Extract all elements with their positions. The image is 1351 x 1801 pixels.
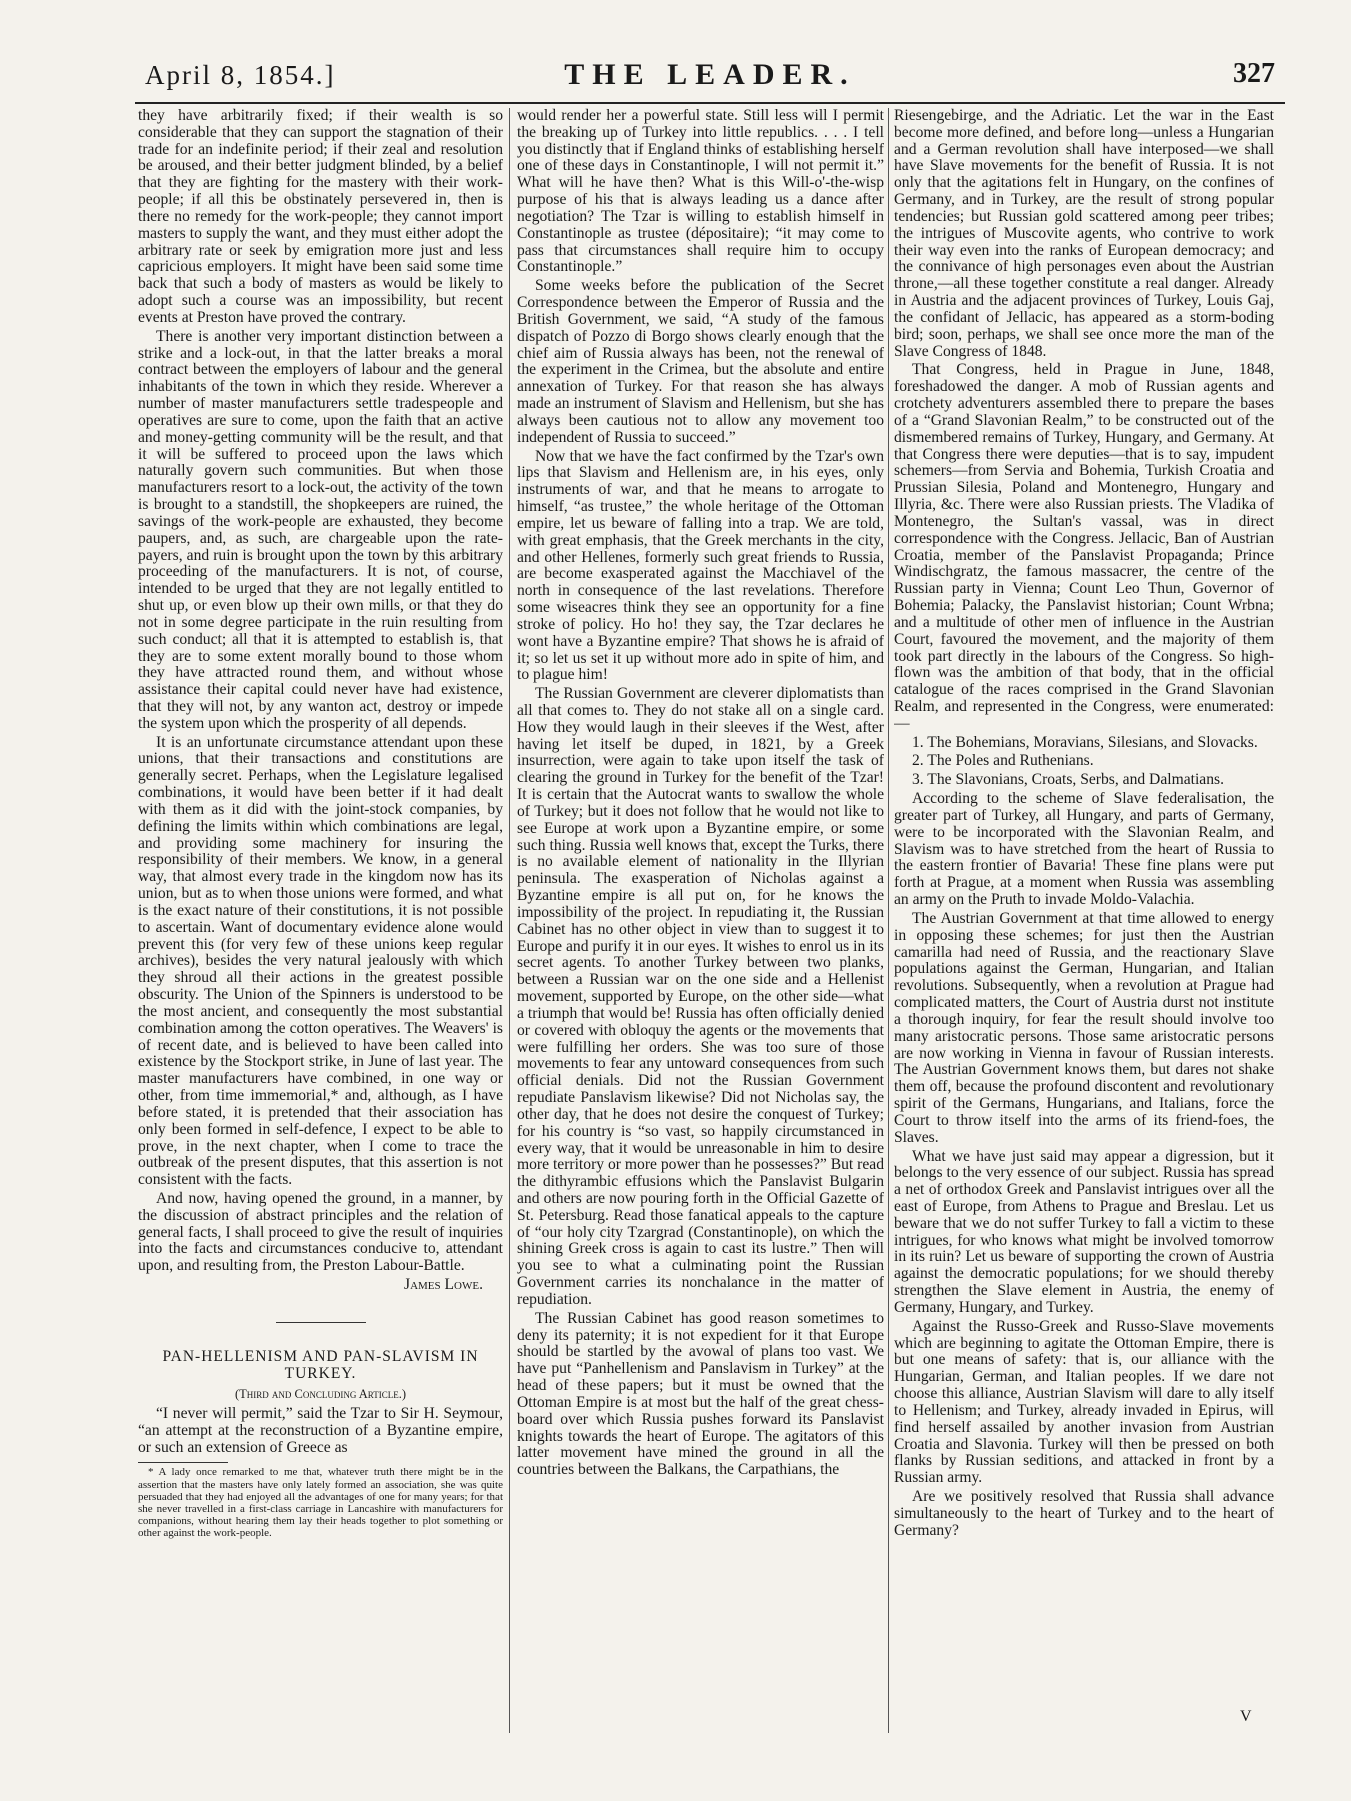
paragraph: The Austrian Government at that time allowed to energy in opposing these schemes; for just then the Austrian camarilla had need of Russia, and the reactionary Slave populations against the German, Hungarian, and Italian revolutions. Subsequently, when a revolution at Prague had complicated matters, the Court of Austria durst not institute a thorough inquiry, for fear the result should involve too many aristocratic persons. Those same aristocratic persons are now working in Vienna in favour of Russian interests. The Austrian Government knows them, but dares not shake them off, because the profound discontent and revolutionary spirit of the Germans, Hungarians, and Italians, force the Court to throw itself into the arms of its friend-foes, the Slaves. [894, 909, 1274, 1146]
column-rule [888, 108, 889, 1733]
column-2 [517, 108, 884, 1748]
paragraph: There is another very important distinction between a strike and a lock-out, in that the latter breaks a moral contract between the employers of labour and the general inhabitants of the town in which they reside. Wherever a number of master manufacturers settle tradespeople and operatives are sure to come, upon the faith that an active and money-getting community will be the result, and that it will be suffered to proceed upon the laws which naturally govern such communities. But when those manufacturers resort to a lock-out, the activity of the town is brought to a standstill, the shopkeepers are ruined, the savings of the work-people are exhausted, they become paupers, and, as such, are chargeable upon the rate-payers, and ruin is brought upon the town by this arbitrary proceeding of the manufacturers. It is not, of course, intended to be urged that they are not legally entitled to shut up, or even blow up their own mills, or that they do not in some degree participate in the ruin resulting from such conduct; all that it is attempted to establish is, that they are to some extent morally bound to those whom they have attracted round them, and without whose assistance their capital could never have had existence, that they will not, by any wanton act, destroy or impede the system upon which the prosperity of all depends. [138, 327, 503, 732]
list-item: 2. The Poles and Ruthenians. [912, 752, 1094, 770]
paragraph: What we have just said may appear a digression, but it belongs to the very essence of our subject. Russia has spread a net of orthodox Greek and Panslavist intrigues over all the east of Europe, from Athens to Prague and Breslau. Let us beware that we do not suffer Turkey to fall a victim to these intrigues, for who knows what might be involved tomorrow in its ruin? Let us beware of supporting the crown of Austria against the democratic populations; for we should thereby strengthen the Slave element in Austria, the enemy of Germany, Hungary, and Turkey. [894, 1147, 1274, 1316]
newspaper-title: THE LEADER. [564, 58, 856, 91]
footnote: * A lady once remarked to me that, whatever truth there might be in the assertion that the masters have only lately formed an association, she was quite persuaded that they had enjoyed all the advantages of one for many years; for that she never travelled in a first-class carriage in Lancashire with manufacturers for companions, without hearing them lay their heads together to plot something or other against the work-people. [138, 1466, 503, 1539]
end-mark: V [1240, 1708, 1252, 1725]
column-3 [894, 108, 1274, 1748]
page-number: 327 [1233, 58, 1275, 89]
paragraph: Now that we have the fact confirmed by the Tzar's own lips that Slavism and Hellenism are, in his eyes, only instruments of war, and that he means to arrogate to himself, “as trustee,” the whole heritage of the Ottoman empire, let us beware of falling into a trap. We are told, with great emphasis, that the Greek merchants in the city, and other Hellenes, formerly such great friends to Russia, are become exasperated against the Macchiavel of the north in consequence of the last revelations. Therefore some wiseacres think they see an opportunity for a fine stroke of policy. Ho ho! they say, the Tzar declares he wont have a Byzantine empire? That shows he is afraid of it; so let us set it up without more ado in spite of him, and to plague him! [517, 447, 884, 684]
article-headline: PAN-HELLENISM AND PAN-SLAVISM IN TURKEY. [162, 1347, 479, 1382]
paragraph: Are we positively resolved that Russia shall advance simultaneously to the heart of Turkey and to the heart of Germany? [894, 1488, 1274, 1539]
article-subhead: (Third and Concluding Article.) [234, 1387, 407, 1402]
masthead [135, 52, 1285, 104]
column-rule [509, 108, 510, 1733]
paragraph: would render her a powerful state. Still less will I permit the breaking up of Turkey into little republics. . . . I tell you distinctly that if England thinks of establishing herself one of these days in Constantinople, I will not permit it.” What will he have then? What is this Will-o'-the-wisp purpose of his that is always leading us a dance after negotiation? The Tzar is willing to establish himself in Constantinople as trustee (dépositaire); “it may come to pass that circumstances shall require him to occupy Constantinople.” [517, 108, 884, 276]
paragraph: That Congress, held in Prague in June, 1848, foreshadowed the danger. A mob of Russian agents and crotchety adventurers assembled there to prepare the bases of a “Grand Slavonian Realm,” to be constructed out of the dismembered remains of Turkey, Hungary, and Germany. At that Congress there were deputies—that is to say, impudent schemers—from Servia and Bohemia, Turkish Croatia and Prussian Silesia, Poland and Montenegro, Hungary and Illyria, &c. There were also Russian priests. The Vladika of Montenegro, the Sultan's vassal, was in direct correspondence with the Congress. Jellacic, Ban of Austrian Croatia, member of the Panslavist Propaganda; Prince Windischgratz, the famous massacrer, the centre of the Russian party in Vienna; Count Leo Thun, Governor of Bohemia; Palacky, the Panslavist historian; Count Wrbna; and a multitude of other men of influence in the Austrian Court, favoured the movement, and the majority of them took part directly in the labours of the Congress. So high-flown was the ambition of that body, that in the official catalogue of the races comprised in the Grand Slavonian Realm, and represented in the Congress, were enumerated:— [894, 361, 1274, 732]
paragraph: Some weeks before the publication of the Secret Correspondence between the Emperor of Russia and the British Government, we said, “A study of the famous dispatch of Pozzo di Borgo shows clearly enough that the chief aim of Russia always has been, not the renewal of the experiment in the Crimea, but the absolute and entire annexation of Turkey. For that reason she has always made an instrument of Slavism and Hellenism, but she has always been cautious not to allow any movement too independent of Russia to succeed.” [517, 277, 884, 446]
list-item: 1. The Bohemians, Moravians, Silesians, and Slovacks. [912, 733, 1258, 751]
author-signature: James Lowe. [404, 1276, 483, 1294]
paragraph: Against the Russo-Greek and Russo-Slave movements which are beginning to agitate the Ottoman Empire, there is but one means of safety: that is, our alliance with the Hungarian, German, and Italian peoples. If we dare not choose this alliance, Austrian Slavism will dare to ally itself to Hellenism; and Turkey, already invaded in Epirus, will find herself assailed by another invasion from Austrian Croatia and Slavonia. Turkey will then be pressed on both flanks by Russian seditions, and attacked in front by a Russian army. [894, 1317, 1274, 1487]
paragraph: It is an unfortunate circumstance attendant upon these unions, that their transactions and constitutions are generally secret. Perhaps, when the Legislature legalised combinations, it would have been better if it had dealt with them as it did with the joint-stock companies, by defining the limits within which combinations are legal, and providing some machinery for insuring the responsibility of their members. We know, in a general way, that almost every trade in the kingdom now has its union, but as to when those unions were formed, and what is the exact nature of their constitutions, it is not possible to ascertain. Want of documentary evidence alone would prevent this (for very few of these unions keep regular archives), besides the very natural jealously with which they shroud all their actions in the greatest possible obscurity. The Union of the Spinners is understood to be the most ancient, and consequently the most substantial combination among the cotton operatives. The Weavers' is of recent date, and is believed to have been called into existence by the Stockport strike, in June of last year. The master manufacturers have combined, in one way or other, from time immemorial,* and, although, as I have before stated, it is pretended that their association has only been formed in self-defence, I expect to be able to prove, in the next chapter, when I come to trace the outbreak of the present disputes, that this assertion is not consistent with the facts. [138, 733, 503, 1189]
paragraph: According to the scheme of Slave federalisation, the greater part of Turkey, all Hungary, and parts of Germany, were to be incorporated with the Slavonian Realm, and Slavism was to have stretched from the heart of Russia to the eastern frontier of Bavaria! These fine plans were put forth at Prague, at a moment when Russia was assembling an army on the Pruth to invade Moldo-Valachia. [894, 790, 1274, 909]
list-item: 3. The Slavonians, Croats, Serbs, and Dalmatians. [912, 771, 1224, 789]
paragraph: Riesengebirge, and the Adriatic. Let the war in the East become more defined, and before long—unless a Hungarian and a German revolution shall have interposed—we shall have Slave movements for the benefit of Russia. It is not only that the agitations felt in Hungary, on the confines of Germany, and in Turkey, are the result of strong popular tendencies; but Russian gold scattered among peer tribes; the intrigues of Muscovite agents, who contrive to work their way even into the ranks of European democracy; and the connivance of high personages even about the Austrian throne,—all these together constitute a real danger. Already in Austria and the adjacent provinces of Turkey, Louis Gaj, the confidant of Jellacic, has appeared as a storm-boding bird; soon, perhaps, we shall see once more the man of the Slave Congress of 1848. [894, 108, 1274, 360]
paragraph: “I never will permit,” said the Tzar to Sir H. Seymour, “an attempt at the reconstruction of a Byzantine empire, or such an extension of Greece as [138, 1404, 503, 1456]
paragraph: they have arbitrarily fixed; if their wealth is so considerable that they can support the stagnation of their trade for an indefinite period; if their zeal and resolution be aroused, and their better judgment blinded, by a belief that they are fighting for the mastery with their work-people; if all this be obstinately persevered in, then is there no remedy for the work-people; they cannot import masters to supply the want, and they must either adopt the arbitrary rate or seek by emigration more just and less capricious employers. It might have been said some time back that such a body of masters as would be likely to adopt such a course was an impossibility, but recent events at Preston have proved the contrary. [138, 108, 503, 326]
section-divider [276, 1322, 366, 1323]
paragraph: The Russian Cabinet has good reason sometimes to deny its paternity; it is not expedient for it that Europe should be startled by the avowal of plans too vast. We have put “Panhellenism and Panslavism in Turkey” at the head of these papers; but it must be owned that the Ottoman Empire is at most but the half of the great chess-board over which Russia pushes forward its Panslavist knights towards the heart of Europe. The agitators of this latter movement have mined the ground in all the countries between the Balkans, the Carpathians, the [517, 1309, 884, 1479]
issue-date: April 8, 1854.] [145, 60, 336, 90]
footnote-divider [138, 1462, 228, 1463]
paragraph: And now, having opened the ground, in a manner, by the discussion of abstract principles and the relation of general facts, I shall proceed to give the result of inquiries into the facts and circumstances conducive to, attendant upon, and resulting from, the Preston Labour-Battle. [138, 1190, 503, 1275]
paragraph: The Russian Government are cleverer diplomatists than all that comes to. They do not stake all on a single card. How they would laugh in their sleeves if the West, after having let itself be duped, in 1821, by a Greek insurrection, were again to take upon itself the task of clearing the ground in Turkey for the benefit of the Tzar! It is certain that the Autocrat wants to swallow the whole of Turkey; but it does not follow that he would not like to see Europe at work upon a Byzantine empire, or some such thing. Russia well knows that, except the Turks, there is no available element of nationality in the Illyrian peninsula. The exasperation of Nicholas against a Byzantine empire is all put on, for he knows the impossibility of the project. In repudiating it, the Russian Cabinet has no other object in view than to suggest it to Europe and purify it in our eyes. It wishes to enrol us in its secret agents. To another Turkey between two planks, between a Russian war on the one side and a Hellenist movement, supported by Europe, on the other side—what a triumph that would be! Russia has often officially denied or covered with obloquy the agents or the movements that were fulfilling her orders. She was too sure of those movements to fear any untoward consequences from such official denials. Did not the Russian Government repudiate Panslavism likewise? Did not Nicholas say, the other day, that he does not desire the conquest of Turkey; for his country is “so vast, so happily circumstanced in every way, that it would be unreasonable in him to desire more territory or more power than he possesses?” But read the dithyrambic effusions which the Panslavist Bulgarin and others are now pouring forth in the Official Gazette of St. Petersburg. Read those fanatical appeals to the capture of “our holy city Tzargrad (Constantinople), on which the shining Greek cross is again to cast its lustre.” Then will you see to what a culminating point the Russian Government carries its nonchalance in the matter of repudiation. [517, 685, 884, 1308]
column-1 [138, 108, 503, 1748]
